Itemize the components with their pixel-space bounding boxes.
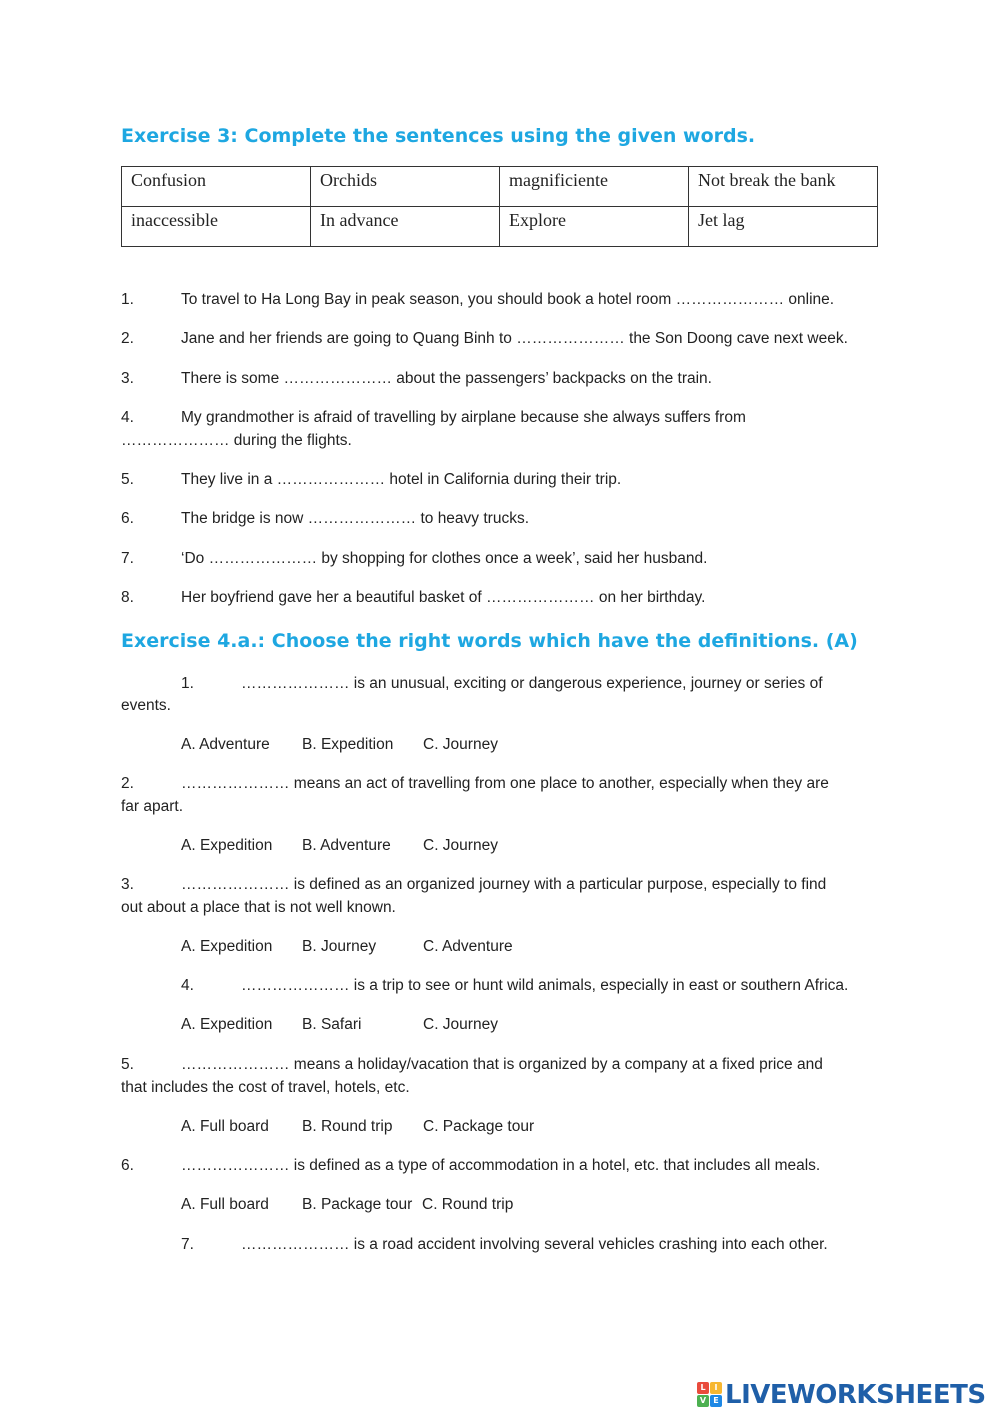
item-number: 7. — [181, 1236, 194, 1253]
item-text: ………………… is an unusual, exciting or dangerous experience, journey or series of — [241, 675, 823, 692]
option-a: A. Expedition — [181, 938, 273, 955]
word-bank-cell: Orchids — [311, 167, 500, 207]
logo-letter: E — [710, 1395, 722, 1407]
word-bank-cell: Confusion — [122, 167, 311, 207]
option-c: C. Journey — [423, 1016, 498, 1033]
word-bank-table — [121, 166, 878, 247]
option-c: C. Journey — [423, 837, 498, 854]
option-c: C. Package tour — [423, 1118, 535, 1135]
word-bank-row — [122, 167, 878, 207]
item-text: ‘Do ………………… by shopping for clothes once a week’, said her husband. — [181, 550, 708, 567]
item-number: 5. — [121, 1056, 134, 1073]
exercise-3-heading: Exercise 3: Complete the sentences using the given words. — [121, 125, 756, 147]
exercise-4a-heading: Exercise 4.a.: Choose the right words which have the definitions. (A) — [121, 630, 858, 652]
ex4-item-3-continuation: out about a place that is not well known. — [121, 899, 396, 916]
item-text: Jane and her friends are going to Quang Binh to ………………… the Son Doong cave next week. — [181, 330, 848, 347]
ex4-item-2-continuation: far apart. — [121, 798, 184, 815]
item-text: ………………… means a holiday/vacation that is organized by a company at a fixed price and — [181, 1056, 823, 1073]
item-number: 5. — [121, 471, 134, 488]
option-b: B. Package tour — [302, 1196, 413, 1213]
option-a: A. Adventure — [181, 736, 270, 753]
item-text: There is some ………………… about the passengers’ backpacks on the train. — [181, 370, 712, 387]
logo-letter: L — [697, 1382, 709, 1394]
ex4-item-5-continuation: that includes the cost of travel, hotels, etc. — [121, 1079, 410, 1096]
item-number: 2. — [121, 330, 134, 347]
word-bank-cell: Explore — [500, 207, 689, 247]
logo-letter: I — [710, 1382, 722, 1394]
item-text: ………………… is defined as a type of accommodation in a hotel, etc. that includes all meals. — [181, 1157, 821, 1174]
option-a: A. Full board — [181, 1196, 269, 1213]
liveworksheets-logo-icon — [697, 1381, 723, 1409]
option-b: B. Adventure — [302, 837, 391, 854]
word-bank-row — [122, 207, 878, 247]
ex4-item-6-options — [181, 1194, 513, 1216]
option-c: C. Journey — [423, 736, 498, 753]
option-b: B. Round trip — [302, 1118, 393, 1135]
ex4-item-4-options — [181, 1014, 498, 1036]
item-number: 4. — [121, 409, 134, 426]
item-number: 1. — [121, 291, 134, 308]
word-bank-cell: Not break the bank — [689, 167, 878, 207]
item-text: ………………… is defined as an organized journey with a particular purpose, especially to find — [181, 876, 827, 893]
item-number: 8. — [121, 589, 134, 606]
item-text: To travel to Ha Long Bay in peak season, you should book a hotel room ………………… online. — [181, 291, 835, 308]
word-bank-cell: magnificiente — [500, 167, 689, 207]
item-number: 4. — [181, 977, 194, 994]
ex3-item-4-continuation: ………………… during the flights. — [121, 432, 352, 449]
word-bank-cell: inaccessible — [122, 207, 311, 247]
item-number: 7. — [121, 550, 134, 567]
item-number: 1. — [181, 675, 194, 692]
word-bank-cell: Jet lag — [689, 207, 878, 247]
item-text: Her boyfriend gave her a beautiful basket of ………………… on her birthday. — [181, 589, 706, 606]
option-b: B. Safari — [302, 1016, 362, 1033]
ex4-item-1-options — [181, 734, 498, 756]
item-text: ………………… is a road accident involving several vehicles crashing into each other. — [241, 1236, 828, 1253]
item-number: 3. — [121, 370, 134, 387]
item-number: 6. — [121, 1157, 134, 1174]
ex4-item-5-options — [181, 1116, 534, 1138]
option-a: A. Expedition — [181, 837, 273, 854]
item-number: 2. — [121, 775, 134, 792]
item-text: They live in a ………………… hotel in California during their trip. — [181, 471, 622, 488]
ex4-item-1-continuation: events. — [121, 697, 171, 714]
item-text: The bridge is now ………………… to heavy trucks. — [181, 510, 530, 527]
item-text: My grandmother is afraid of travelling by airplane because she always suffers from — [181, 409, 746, 426]
ex4-item-3-options — [181, 936, 513, 958]
item-text: ………………… is a trip to see or hunt wild animals, especially in east or southern Africa. — [241, 977, 849, 994]
option-a: A. Full board — [181, 1118, 269, 1135]
option-c: C. Round trip — [422, 1196, 514, 1213]
brand-name: LIVEWORKSHEETS — [725, 1380, 986, 1410]
liveworksheets-brand — [697, 1378, 986, 1412]
option-b: B. Journey — [302, 938, 377, 955]
option-c: C. Adventure — [423, 938, 513, 955]
word-bank-cell: In advance — [311, 207, 500, 247]
item-number: 3. — [121, 876, 134, 893]
option-a: A. Expedition — [181, 1016, 273, 1033]
option-b: B. Expedition — [302, 736, 394, 753]
item-number: 6. — [121, 510, 134, 527]
item-text: ………………… means an act of travelling from one place to another, especially when they are — [181, 775, 829, 792]
ex4-item-2-options — [181, 835, 498, 857]
logo-letter: V — [697, 1395, 709, 1407]
